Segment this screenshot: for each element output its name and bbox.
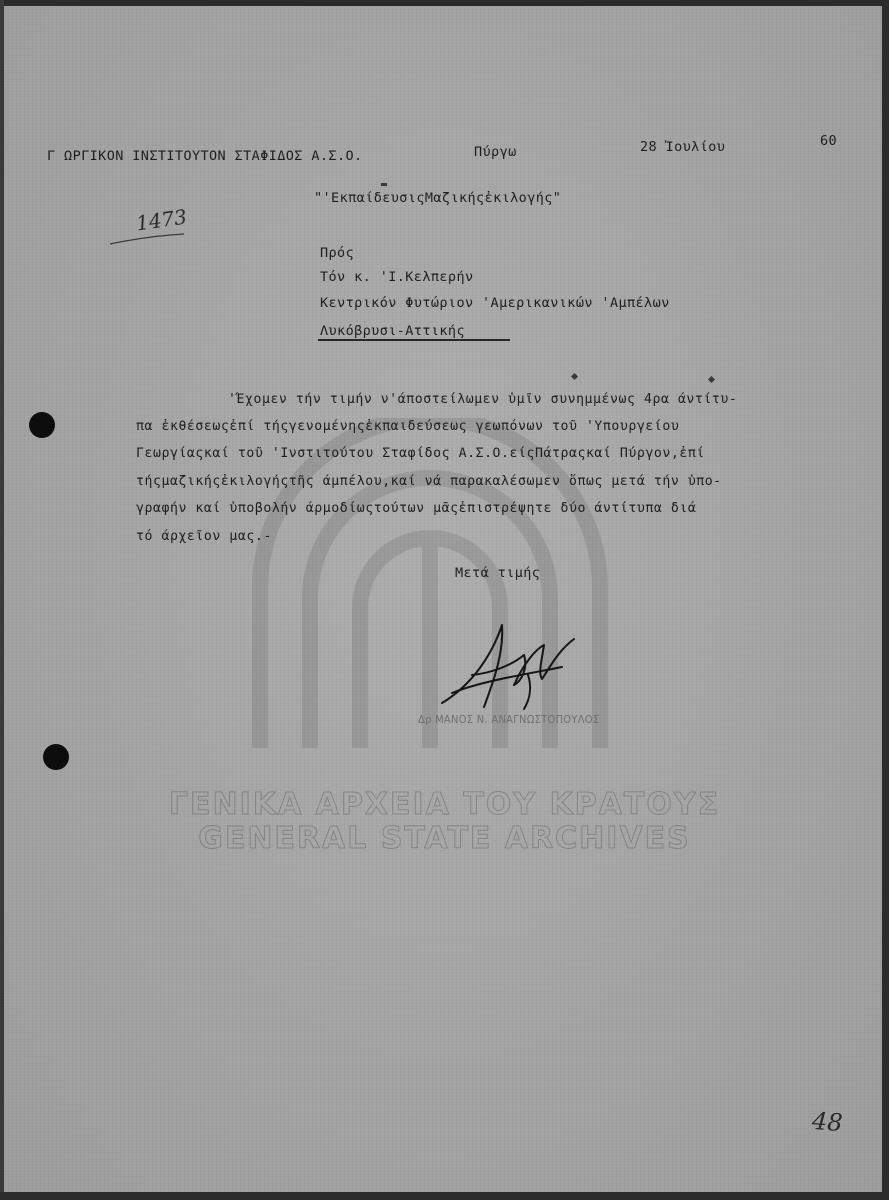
closing-phrase: Μετά τιμής — [455, 565, 541, 581]
body-line-3: Γεωργίαςκαί τοῦ 'Ινστιτούτου Σταφίδος Α.Σ.Ο.είςΠάτραςκαί Πύργον,ἐπί — [136, 446, 705, 461]
punch-hole-upper — [29, 412, 55, 438]
recipient-name: Τόν κ. 'Ι.Κελπερήν — [320, 269, 474, 285]
handwritten-signature — [432, 615, 582, 715]
body-line-4: τήςμαζικήςἐκιλογήςτῆς άμπέλου,καί νά παρακαλέσωμεν ὅπως μετά τήν ὑπο- — [136, 474, 722, 489]
ink-mark — [708, 376, 715, 383]
handwritten-page-number: 48 — [811, 1106, 844, 1138]
reference-underline — [108, 232, 188, 248]
institute-name: Γ ΩΡΓΙΚΟΝ ΙΝΣΤΙΤΟΥΤΟΝ ΣΤΑΦΙΔΟΣ Α.Σ.Ο. — [47, 148, 363, 164]
body-line-2: πα ἐκθέσεωςἐπί τήςγενομένηςἐκπαιδεύσεως γεωπόνων τοῦ 'Υπουργείου — [136, 419, 680, 434]
signatory-stamp: Δρ ΜΑΝΟΣ Ν. ΑΝΑΓΝΩΣΤΟΠΟΥΛΟΣ — [418, 713, 600, 726]
scan-edge-right — [882, 0, 889, 1200]
scan-edge-top — [0, 0, 889, 6]
recipient-to: Πρός — [320, 245, 355, 261]
watermark-text-greek: ΓΕΝΙΚΑ ΑΡΧΕΙΑ ΤΟΥ ΚΡΑΤΟΥΣ — [168, 787, 721, 822]
letter-subject: "'ΕκπαίδευσιςΜαζικήςἐκιλογής" — [314, 190, 562, 206]
letter-date: 28 Ἰουλίου — [640, 139, 726, 155]
location-underline — [318, 339, 510, 341]
punch-hole-lower — [43, 744, 69, 770]
body-line-1: 'Έχομεν τήν τιμήν ν'άποστείλωμεν ὑμῖν συνημμένως 4ρα άντίτυ- — [228, 392, 738, 407]
watermark-text-english: GENERAL STATE ARCHIVES — [198, 821, 691, 856]
handwritten-reference-number: 1473 — [134, 204, 189, 236]
recipient-location: Λυκόβρυσι-Αττικής — [320, 323, 465, 339]
ink-mark — [571, 373, 578, 380]
recipient-office: Κεντρικόν Φυτώριον 'Αμερικανικών 'Αμπέλων — [320, 295, 670, 311]
ink-mark — [381, 183, 387, 186]
body-line-6: τό άρχεῖον μας.- — [136, 529, 272, 544]
scan-edge-bottom — [0, 1192, 889, 1200]
letter-place: Πύργω — [474, 144, 517, 160]
scan-edge-left — [0, 0, 4, 1200]
body-line-5: γραφήν καί ὑποβολήν άρμοδίωςτούτων μᾶςἐπιστρέψητε δύο άντίτυπα διά — [136, 501, 697, 516]
letter-year: 60 — [820, 133, 838, 149]
